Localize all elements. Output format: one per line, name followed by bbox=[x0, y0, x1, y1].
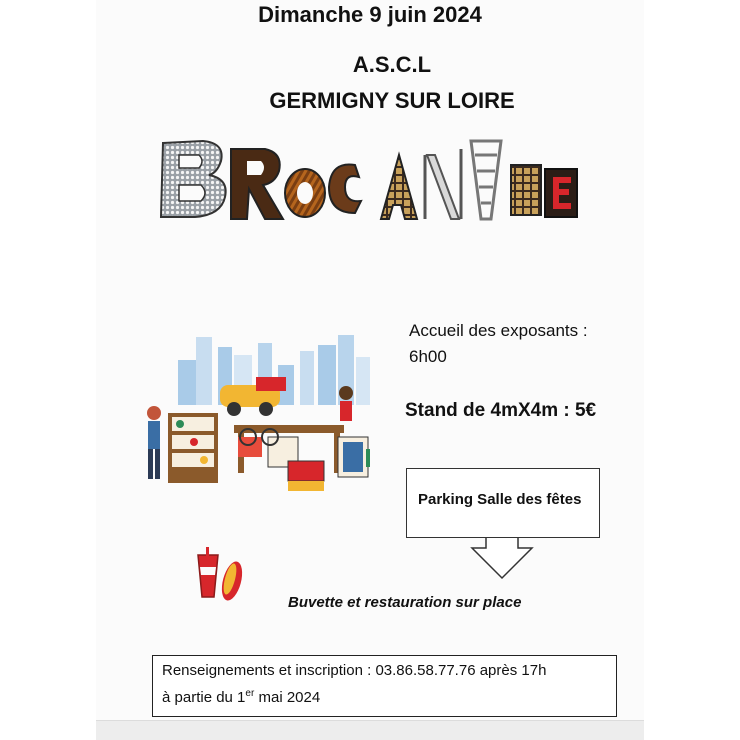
guitarist-figure bbox=[339, 386, 353, 400]
skyline-building bbox=[300, 351, 314, 405]
suitcase bbox=[288, 461, 324, 481]
cactus bbox=[366, 449, 370, 467]
stand-price: Stand de 4mX4m : 5€ bbox=[405, 400, 597, 421]
contact-line-2-prefix: à partie du 1 bbox=[162, 689, 246, 706]
parking-label: Parking Salle des fêtes bbox=[418, 491, 582, 508]
skyline-building bbox=[196, 337, 212, 405]
contact-line-1: Renseignements et inscription : 03.86.58.77.76 après 17h bbox=[162, 662, 547, 679]
arrow-down-icon bbox=[470, 538, 534, 580]
organizer-name: A.S.C.L bbox=[352, 52, 432, 77]
drink-and-hotdog-illustration bbox=[188, 545, 250, 607]
flea-market-illustration bbox=[138, 325, 383, 515]
skyline-building bbox=[178, 360, 196, 405]
skyline-building bbox=[318, 345, 336, 405]
contact-line-2-superscript: er bbox=[245, 688, 255, 699]
contact-line-2-suffix: mai 2024 bbox=[254, 689, 321, 706]
contact-line-2 bbox=[162, 688, 320, 706]
brocante-logo bbox=[155, 135, 580, 225]
woman-figure bbox=[147, 406, 161, 420]
buvette-info: Buvette et restauration sur place bbox=[288, 594, 522, 611]
accueil-exposants: Accueil des exposants : 6h00 bbox=[409, 321, 588, 366]
event-date: Dimanche 9 juin 2024 bbox=[258, 2, 482, 27]
skyline-building bbox=[356, 357, 370, 405]
town-name: GERMIGNY SUR LOIRE bbox=[269, 88, 515, 113]
page-bottom-edge bbox=[96, 720, 644, 740]
